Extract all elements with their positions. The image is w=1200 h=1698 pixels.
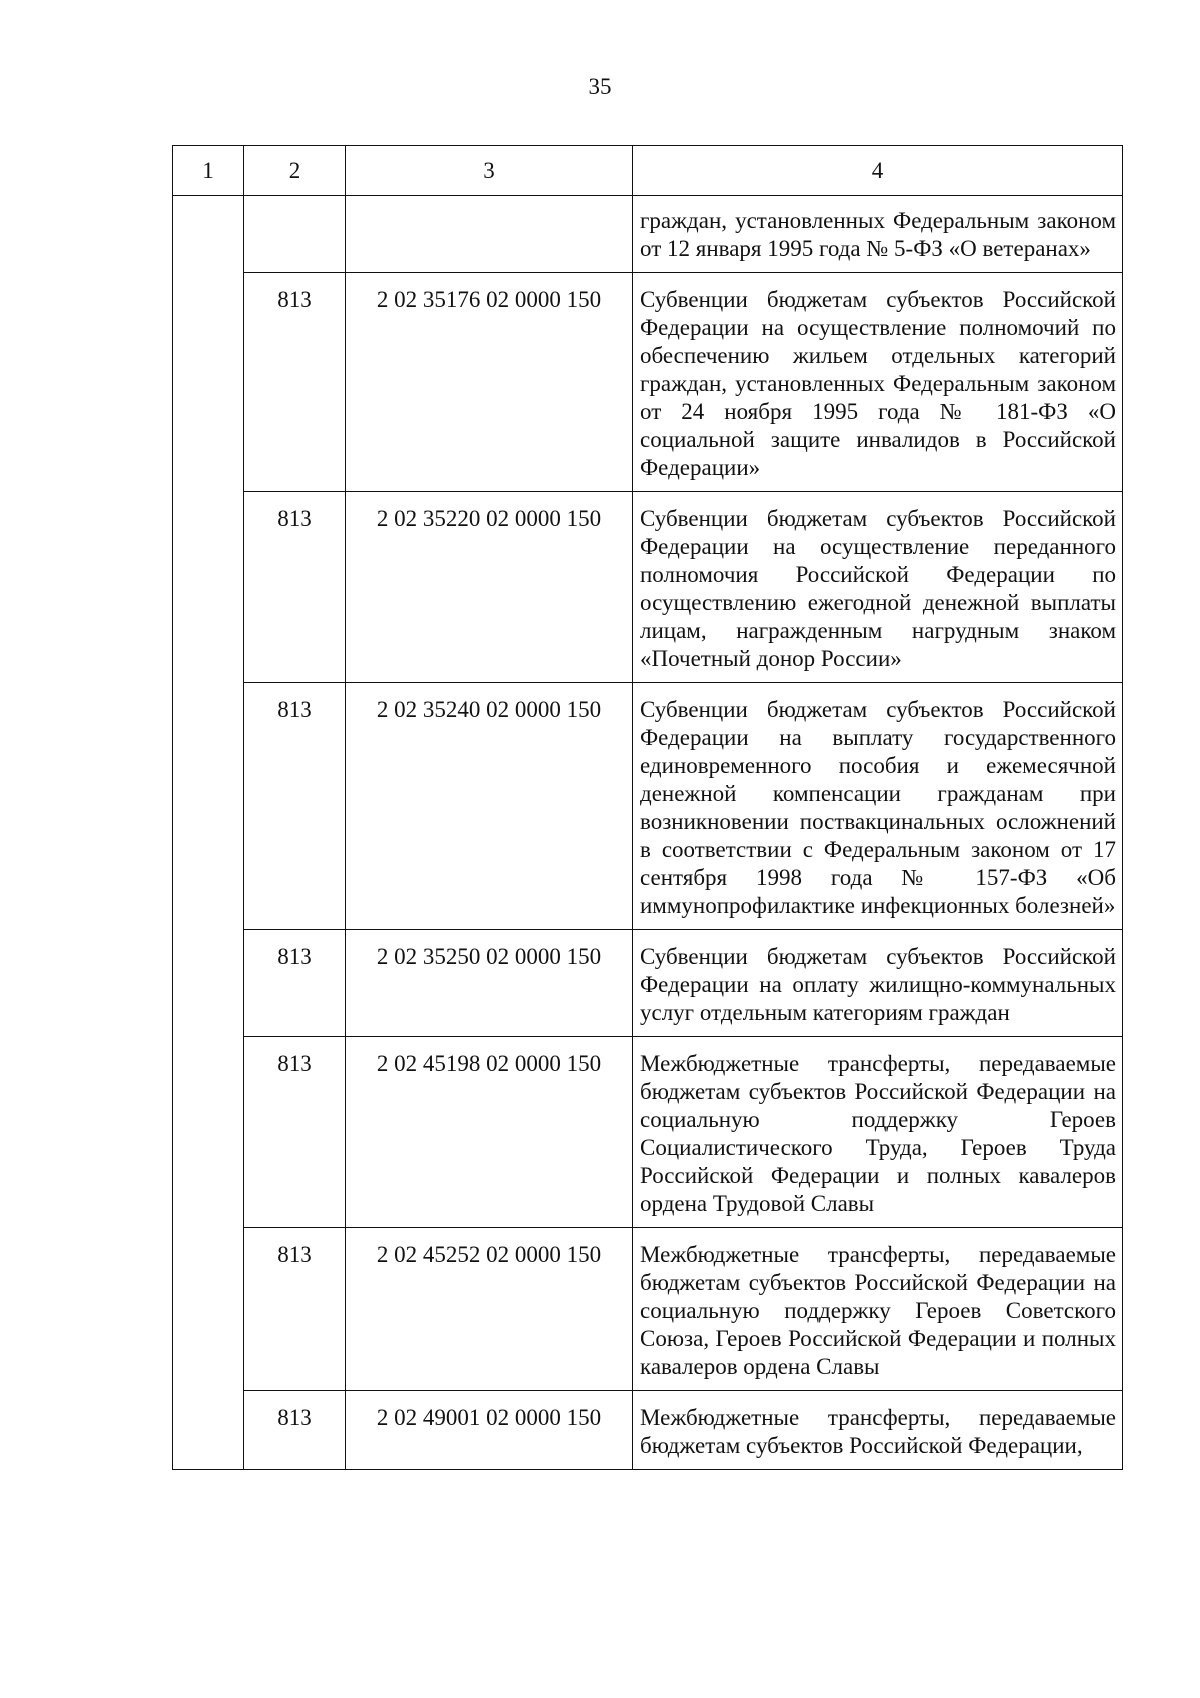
header-col-2: 2 — [244, 146, 346, 196]
budget-code-cell — [346, 196, 633, 273]
admin-code-cell — [244, 196, 346, 273]
admin-code-cell: 813 — [244, 683, 346, 930]
budget-codes-table — [172, 145, 1123, 1470]
table-row — [173, 930, 1123, 1037]
admin-code-cell: 813 — [244, 930, 346, 1037]
admin-code-cell: 813 — [244, 1037, 346, 1228]
description-cell: Межбюджетные трансферты, передаваемые бюджетам субъектов Российской Федерации на социальную поддержку Героев Советского Союза, Героев Российской Федерации и полных кавалеров ордена Славы — [633, 1228, 1123, 1391]
description-cell: Межбюджетные трансферты, передаваемые бюджетам субъектов Российской Федерации, — [633, 1391, 1123, 1470]
description-cell: Межбюджетные трансферты, передаваемые бюджетам субъектов Российской Федерации на социальную поддержку Героев Социалистического Труда, Героев Труда Российской Федерации и полных кавалеров ордена Трудовой Славы — [633, 1037, 1123, 1228]
budget-code-cell: 2 02 49001 02 0000 150 — [346, 1391, 633, 1470]
admin-code-cell: 813 — [244, 1228, 346, 1391]
description-cell: Субвенции бюджетам субъектов Российской Федерации на выплату государственного единовременного пособия и ежемесячной денежной компенсации гражданам при возникновении поствакцинальных осложнений в соответствии с Федеральным законом от 17 сентября 1998 года № 157-ФЗ «Об иммунопрофилактике инфекционных болезней» — [633, 683, 1123, 930]
header-row — [173, 146, 1123, 196]
page-number: 35 — [588, 74, 612, 99]
budget-code-cell: 2 02 35250 02 0000 150 — [346, 930, 633, 1037]
header-col-3: 3 — [346, 146, 633, 196]
table-body — [173, 196, 1123, 1470]
description-cell: Субвенции бюджетам субъектов Российской Федерации на осуществление переданного полномочия Российской Федерации по осуществлению ежегодной денежной выплаты лицам, награжденным нагрудным знаком «Почетный донор России» — [633, 492, 1123, 683]
table-row — [173, 273, 1123, 492]
table-row — [173, 1037, 1123, 1228]
budget-code-cell: 2 02 45252 02 0000 150 — [346, 1228, 633, 1391]
budget-code-cell: 2 02 35220 02 0000 150 — [346, 492, 633, 683]
header-col-4: 4 — [633, 146, 1123, 196]
table-row — [173, 683, 1123, 930]
table-row — [173, 196, 1123, 273]
table-row — [173, 1391, 1123, 1470]
admin-code-cell: 813 — [244, 1391, 346, 1470]
section-number-cell — [173, 196, 244, 1470]
budget-code-cell: 2 02 35176 02 0000 150 — [346, 273, 633, 492]
admin-code-cell: 813 — [244, 492, 346, 683]
budget-code-cell: 2 02 35240 02 0000 150 — [346, 683, 633, 930]
budget-code-cell: 2 02 45198 02 0000 150 — [346, 1037, 633, 1228]
description-cell: граждан, установленных Федеральным законом от 12 января 1995 года № 5-ФЗ «О ветеранах» — [633, 196, 1123, 273]
table-row — [173, 492, 1123, 683]
description-cell: Субвенции бюджетам субъектов Российской Федерации на оплату жилищно-коммунальных услуг отдельным категориям граждан — [633, 930, 1123, 1037]
description-cell: Субвенции бюджетам субъектов Российской Федерации на осуществление полномочий по обеспечению жильем отдельных категорий граждан, установленных Федеральным законом от 24 ноября 1995 года № 181-ФЗ «О социальной защите инвалидов в Российской Федерации» — [633, 273, 1123, 492]
table-row — [173, 1228, 1123, 1391]
table-header — [173, 146, 1123, 196]
admin-code-cell: 813 — [244, 273, 346, 492]
header-col-1: 1 — [173, 146, 244, 196]
